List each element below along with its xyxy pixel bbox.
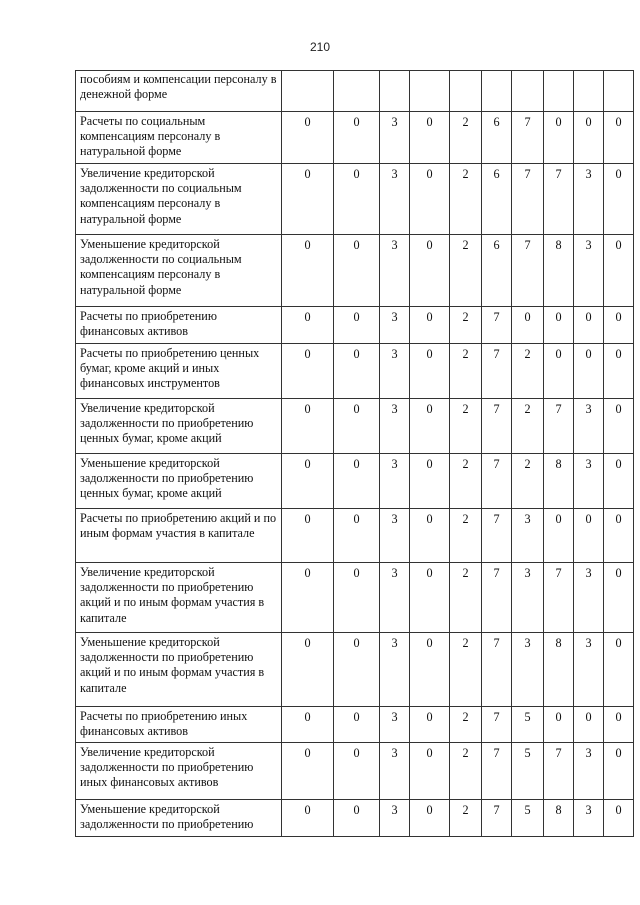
code-digit-cell: 3 <box>574 800 604 837</box>
code-digit-cell: 3 <box>380 563 410 633</box>
code-digit-cell: 0 <box>334 743 380 800</box>
code-digit-cell: 0 <box>334 399 380 454</box>
code-digit-cell: 3 <box>380 800 410 837</box>
code-digit-cell: 2 <box>450 307 482 344</box>
row-label: Увеличение кредиторской задолженности по приобретению акций и по иным формам участия в капитале <box>76 563 282 633</box>
code-digit-cell: 0 <box>334 707 380 743</box>
code-digit-cell: 0 <box>604 344 634 399</box>
code-digit-cell: 0 <box>604 454 634 509</box>
code-digit-cell: 2 <box>450 743 482 800</box>
code-digit-cell: 0 <box>282 633 334 707</box>
code-digit-cell <box>410 71 450 112</box>
code-digit-cell: 0 <box>410 344 450 399</box>
code-digit-cell: 7 <box>544 743 574 800</box>
code-digit-cell: 0 <box>604 563 634 633</box>
code-digit-cell <box>544 71 574 112</box>
code-digit-cell: 0 <box>282 509 334 563</box>
code-digit-cell: 0 <box>544 112 574 164</box>
row-label: Увеличение кредиторской задолженности по социальным компенсациям персоналу в натуральной форме <box>76 164 282 235</box>
code-digit-cell: 2 <box>450 509 482 563</box>
code-digit-cell: 6 <box>482 164 512 235</box>
code-digit-cell: 8 <box>544 235 574 307</box>
code-digit-cell: 7 <box>482 800 512 837</box>
code-digit-cell: 0 <box>604 509 634 563</box>
code-digit-cell: 3 <box>512 509 544 563</box>
code-digit-cell: 0 <box>334 164 380 235</box>
code-digit-cell: 0 <box>544 707 574 743</box>
table-row <box>76 743 634 800</box>
code-digit-cell <box>482 71 512 112</box>
code-digit-cell: 7 <box>482 344 512 399</box>
code-digit-cell: 3 <box>380 112 410 164</box>
code-digit-cell: 3 <box>380 344 410 399</box>
code-digit-cell: 0 <box>334 454 380 509</box>
code-digit-cell: 3 <box>380 164 410 235</box>
code-digit-cell: 0 <box>410 707 450 743</box>
code-digit-cell: 8 <box>544 633 574 707</box>
code-digit-cell: 0 <box>282 344 334 399</box>
row-label: Увеличение кредиторской задолженности по приобретению ценных бумаг, кроме акций <box>76 399 282 454</box>
code-digit-cell: 2 <box>450 800 482 837</box>
code-digit-cell: 0 <box>410 307 450 344</box>
code-digit-cell: 0 <box>604 707 634 743</box>
table-row <box>76 454 634 509</box>
code-digit-cell: 0 <box>282 743 334 800</box>
code-digit-cell: 3 <box>380 633 410 707</box>
code-digit-cell: 2 <box>450 399 482 454</box>
code-digit-cell: 2 <box>450 633 482 707</box>
code-digit-cell <box>512 71 544 112</box>
code-digit-cell: 0 <box>544 344 574 399</box>
code-digit-cell: 5 <box>512 800 544 837</box>
code-digit-cell: 0 <box>410 563 450 633</box>
table-row <box>76 71 634 112</box>
code-digit-cell: 0 <box>282 563 334 633</box>
code-digit-cell: 0 <box>410 509 450 563</box>
code-digit-cell: 2 <box>450 707 482 743</box>
code-digit-cell: 3 <box>380 454 410 509</box>
table-row <box>76 399 634 454</box>
code-digit-cell: 3 <box>574 633 604 707</box>
code-digit-cell: 0 <box>334 344 380 399</box>
code-digit-cell: 0 <box>410 112 450 164</box>
row-label: Расчеты по приобретению ценных бумаг, кроме акций и иных финансовых инструментов <box>76 344 282 399</box>
code-digit-cell: 0 <box>410 633 450 707</box>
code-digit-cell: 7 <box>544 563 574 633</box>
code-digit-cell: 0 <box>604 800 634 837</box>
code-digit-cell: 7 <box>512 164 544 235</box>
row-label: пособиям и компенсации персоналу в денежной форме <box>76 71 282 112</box>
code-digit-cell: 0 <box>282 307 334 344</box>
code-digit-cell: 0 <box>282 399 334 454</box>
code-digit-cell: 7 <box>544 164 574 235</box>
code-digit-cell: 0 <box>282 454 334 509</box>
code-digit-cell: 0 <box>282 707 334 743</box>
code-digit-cell: 3 <box>380 509 410 563</box>
code-digit-cell: 0 <box>410 399 450 454</box>
code-digit-cell: 0 <box>334 235 380 307</box>
code-digit-cell: 0 <box>334 307 380 344</box>
code-digit-cell: 0 <box>604 307 634 344</box>
code-digit-cell <box>380 71 410 112</box>
code-digit-cell: 7 <box>544 399 574 454</box>
code-digit-cell: 2 <box>512 454 544 509</box>
code-digit-cell: 0 <box>604 235 634 307</box>
code-digit-cell: 0 <box>604 743 634 800</box>
page-number: 210 <box>309 40 331 54</box>
code-digit-cell: 3 <box>574 563 604 633</box>
code-digit-cell: 0 <box>574 307 604 344</box>
code-digit-cell: 3 <box>574 743 604 800</box>
code-digit-cell: 0 <box>574 344 604 399</box>
code-digit-cell: 2 <box>450 235 482 307</box>
code-digit-cell: 7 <box>482 707 512 743</box>
code-digit-cell: 0 <box>574 707 604 743</box>
code-digit-cell: 2 <box>450 344 482 399</box>
code-digit-cell: 6 <box>482 112 512 164</box>
code-digit-cell: 3 <box>512 563 544 633</box>
code-digit-cell: 0 <box>410 743 450 800</box>
code-digit-cell: 0 <box>410 454 450 509</box>
code-digit-cell <box>604 71 634 112</box>
code-digit-cell: 2 <box>450 563 482 633</box>
code-digit-cell: 3 <box>512 633 544 707</box>
code-digit-cell: 5 <box>512 707 544 743</box>
row-label: Увеличение кредиторской задолженности по приобретению иных финансовых активов <box>76 743 282 800</box>
code-digit-cell: 2 <box>450 454 482 509</box>
code-digit-cell: 0 <box>512 307 544 344</box>
code-digit-cell: 3 <box>574 399 604 454</box>
code-digit-cell <box>334 71 380 112</box>
code-digit-cell: 0 <box>604 399 634 454</box>
code-digit-cell <box>574 71 604 112</box>
code-digit-cell: 3 <box>574 235 604 307</box>
code-digit-cell: 0 <box>574 509 604 563</box>
table-row <box>76 307 634 344</box>
code-digit-cell: 3 <box>380 399 410 454</box>
code-digit-cell: 7 <box>482 633 512 707</box>
code-digit-cell: 3 <box>574 164 604 235</box>
code-digit-cell: 0 <box>604 633 634 707</box>
code-digit-cell: 0 <box>334 112 380 164</box>
code-digit-cell: 2 <box>512 344 544 399</box>
row-label: Расчеты по социальным компенсациям персоналу в натуральной форме <box>76 112 282 164</box>
code-digit-cell: 0 <box>282 164 334 235</box>
table-row <box>76 800 634 837</box>
row-label: Уменьшение кредиторской задолженности по социальным компенсациям персоналу в натуральной форме <box>76 235 282 307</box>
budget-classification-table <box>75 70 634 837</box>
table-row <box>76 509 634 563</box>
code-digit-cell <box>450 71 482 112</box>
code-digit-cell: 8 <box>544 454 574 509</box>
code-digit-cell: 3 <box>380 235 410 307</box>
code-digit-cell: 7 <box>512 112 544 164</box>
code-digit-cell: 7 <box>512 235 544 307</box>
table-row <box>76 633 634 707</box>
code-digit-cell: 3 <box>380 743 410 800</box>
table-row <box>76 344 634 399</box>
code-digit-cell: 0 <box>334 633 380 707</box>
code-digit-cell: 0 <box>334 509 380 563</box>
code-digit-cell: 7 <box>482 563 512 633</box>
code-digit-cell: 2 <box>450 164 482 235</box>
code-digit-cell: 0 <box>574 112 604 164</box>
row-label: Уменьшение кредиторской задолженности по приобретению ценных бумаг, кроме акций <box>76 454 282 509</box>
code-digit-cell: 2 <box>512 399 544 454</box>
row-label: Расчеты по приобретению акций и по иным формам участия в капитале <box>76 509 282 563</box>
code-digit-cell: 3 <box>380 307 410 344</box>
code-digit-cell: 0 <box>544 509 574 563</box>
code-digit-cell: 0 <box>544 307 574 344</box>
code-digit-cell: 0 <box>410 164 450 235</box>
code-digit-cell <box>282 71 334 112</box>
code-digit-cell: 7 <box>482 399 512 454</box>
row-label: Уменьшение кредиторской задолженности по приобретению акций и по иным формам участия в капитале <box>76 633 282 707</box>
row-label: Расчеты по приобретению финансовых активов <box>76 307 282 344</box>
table-row <box>76 112 634 164</box>
code-digit-cell: 3 <box>380 707 410 743</box>
row-label: Уменьшение кредиторской задолженности по приобретению <box>76 800 282 837</box>
code-digit-cell: 0 <box>282 800 334 837</box>
code-digit-cell: 5 <box>512 743 544 800</box>
row-label: Расчеты по приобретению иных финансовых активов <box>76 707 282 743</box>
code-digit-cell: 3 <box>574 454 604 509</box>
code-digit-cell: 0 <box>410 800 450 837</box>
code-digit-cell: 7 <box>482 454 512 509</box>
code-digit-cell: 0 <box>410 235 450 307</box>
table-row <box>76 563 634 633</box>
code-digit-cell: 0 <box>334 800 380 837</box>
table-row <box>76 707 634 743</box>
code-digit-cell: 0 <box>334 563 380 633</box>
code-digit-cell: 0 <box>604 164 634 235</box>
code-digit-cell: 2 <box>450 112 482 164</box>
code-digit-cell: 0 <box>604 112 634 164</box>
code-digit-cell: 7 <box>482 743 512 800</box>
code-digit-cell: 6 <box>482 235 512 307</box>
code-digit-cell: 0 <box>282 112 334 164</box>
code-digit-cell: 0 <box>282 235 334 307</box>
table-row <box>76 235 634 307</box>
code-digit-cell: 7 <box>482 307 512 344</box>
code-digit-cell: 8 <box>544 800 574 837</box>
table-row <box>76 164 634 235</box>
code-digit-cell: 7 <box>482 509 512 563</box>
